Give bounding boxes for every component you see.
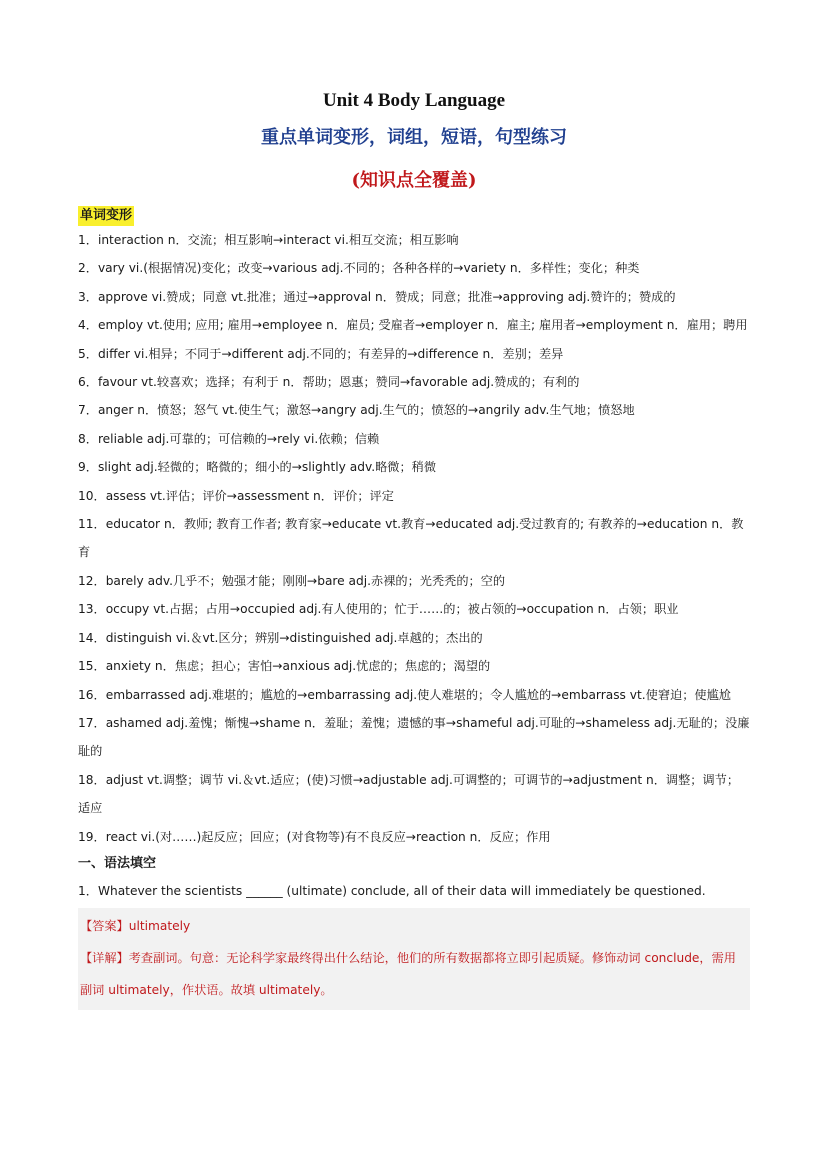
answer-text: ultimately xyxy=(128,919,191,934)
word-forms-list xyxy=(78,226,750,851)
list-item: 10．assess vt.评估；评价→assessment n．评价；评定 xyxy=(78,488,394,503)
list-item: 18．adjust vt.调整；调节 vi.＆vt.适应；(使)习惯→adjustable adj.可调整的；可调节的→adjustment n．调整；调节；适应 xyxy=(78,772,740,816)
detail-line xyxy=(80,942,748,1006)
list-item: 4．employ vt.使用; 应用; 雇用→employee n．雇员; 受雇者→employer n．雇主; 雇用者→employment n．雇用；聘用 xyxy=(78,318,748,333)
question-1: 1．Whatever the scientists ______ (ultimate) conclude, all of their data will immediately be questioned. xyxy=(78,883,706,898)
list-item: 8．reliable adj.可靠的；可信赖的→rely vi.依赖；信赖 xyxy=(78,431,380,446)
list-item: 19．react vi.(对……)起反应；回应；(对食物等)有不良反应→reaction n．反应；作用 xyxy=(78,829,551,844)
list-item: 15．anxiety n．焦虑；担心；害怕→anxious adj.忧虑的；焦虑的；渴望的 xyxy=(78,659,491,674)
answer-line xyxy=(80,910,748,942)
answer-label: 【答案】 xyxy=(80,919,129,934)
section-heading-word-forms: 单词变形 xyxy=(78,206,134,226)
list-item: 11．educator n．教师; 教育工作者; 教育家→educate vt.教育→educated adj.受过教育的; 有教养的→education n．教育 xyxy=(78,517,744,560)
page-title: Unit 4 Body Language xyxy=(322,90,506,111)
list-item: 3．approve vi.赞成；同意 vt.批准；通过→approval n．赞成；同意；批准→approving adj.赞许的；赞成的 xyxy=(78,289,676,304)
list-item: 6．favour vt.较喜欢；选择；有利于 n．帮助；恩惠；赞同→favorable adj.赞成的；有利的 xyxy=(78,375,580,390)
page-subtitle: 重点单词变形，词组，短语，句型练习 xyxy=(261,127,567,148)
list-item: 7．anger n．愤怒；怒气 vt.使生气；激怒→angry adj.生气的；愤怒的→angrily adv.生气地；愤怒地 xyxy=(78,403,635,418)
list-item: 12．barely adv.几乎不；勉强才能；刚刚→bare adj.赤裸的；光秃秃的；空的 xyxy=(78,573,506,588)
answer-box xyxy=(78,908,750,1010)
detail-label: 【详解】 xyxy=(80,951,129,966)
document-page xyxy=(78,86,750,1010)
list-item: 16．embarrassed adj.难堪的；尴尬的→embarrassing adj.使人难堪的；令人尴尬的→embarrass vt.使窘迫；使尴尬 xyxy=(78,687,731,702)
list-item: 9．slight adj.轻微的；略微的；细小的→slightly adv.略微；稍微 xyxy=(78,460,437,475)
detail-text: 考查副词。句意：无论科学家最终得出什么结论，他们的所有数据都将立即引起质疑。修饰动词 conclude，需用副词 ultimately，作状语。故填 ultimately。 xyxy=(80,951,736,998)
list-item: 13．occupy vt.占据；占用→occupied adj.有人使用的；忙于……的；被占领的→occupation n．占领；职业 xyxy=(78,602,679,617)
list-item: 1．interaction n．交流；相互影响→interact vi.相互交流；相互影响 xyxy=(78,233,459,247)
list-item: 5．differ vi.相异；不同于→different adj.不同的；有差异的→difference n．差别；差异 xyxy=(78,346,564,361)
list-item: 14．distinguish vi.＆vt.区分；辨别→distinguished adj.卓越的；杰出的 xyxy=(78,630,483,645)
list-item: 17．ashamed adj.羞愧；惭愧→shame n．羞耻；羞愧；遗憾的事→shameful adj.可耻的→shameless adj.无耻的；没廉耻的 xyxy=(78,715,750,759)
section-heading-grammar: 一、语法填空 xyxy=(78,855,157,871)
list-item: 2．vary vi.(根据情况)变化；改变→various adj.不同的；各种各样的→variety n．多样性；变化；种类 xyxy=(78,261,640,276)
page-subtitle-note: (知识点全覆盖) xyxy=(351,170,477,191)
